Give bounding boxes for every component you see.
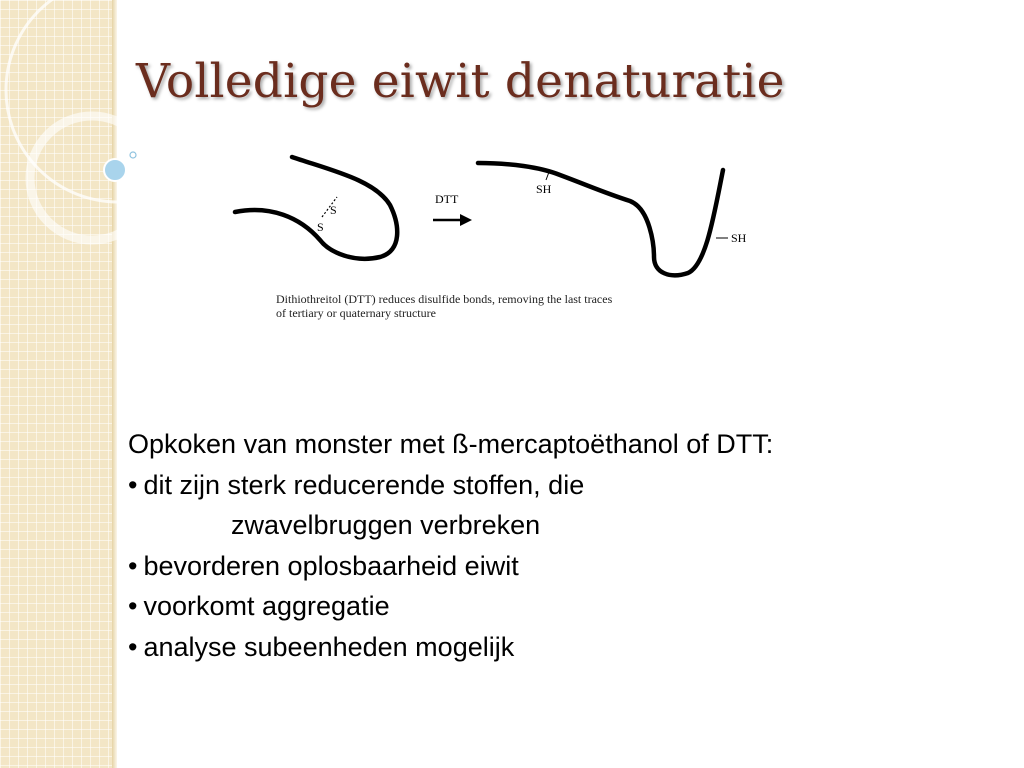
small-dot [130, 152, 136, 158]
arrow-label: DTT [435, 192, 459, 206]
label-s1: S [317, 220, 324, 234]
bullet-text: voorkomt aggregatie [143, 591, 390, 621]
bullet-item [128, 546, 1008, 587]
accent-dot [104, 159, 126, 181]
reaction-arrow-head [460, 214, 472, 226]
body-text [128, 424, 1008, 667]
label-s2: S [330, 203, 337, 217]
bullet-marker: • [128, 631, 138, 662]
bullet-item [128, 586, 1008, 627]
slide-title: Volledige eiwit denaturatie [136, 54, 785, 109]
continuation-line: zwavelbruggen verbreken [231, 510, 541, 540]
bullet-marker: • [128, 469, 138, 500]
bullet-item [128, 465, 1008, 506]
unfolded-chain [478, 163, 723, 275]
label-sh-right: SH [731, 231, 747, 245]
figure-caption [276, 292, 716, 320]
decorative-circles [0, 0, 200, 260]
bullet-marker: • [128, 550, 138, 581]
bullet-text: dit zijn sterk reducerende stoffen, die [143, 469, 585, 500]
intro-line: Opkoken van monster met ß-mercaptoëthanol of DTT: [128, 429, 774, 459]
folded-chain [235, 157, 397, 259]
bullet-text: analyse subeenheden mogelijk [143, 631, 515, 662]
caption-line-1: Dithiothreitol (DTT) reduces disulfide bonds, removing the last traces [276, 292, 613, 306]
bullet-text: bevorderen oplosbaarheid eiwit [143, 550, 519, 581]
caption-line-2: of tertiary or quaternary structure [276, 306, 436, 320]
bullet-marker: • [128, 591, 138, 621]
dtt-reduction-diagram [220, 145, 780, 290]
sh-tick-top [546, 172, 549, 180]
bullet-item [128, 627, 1008, 668]
label-sh-top: SH [536, 182, 552, 196]
